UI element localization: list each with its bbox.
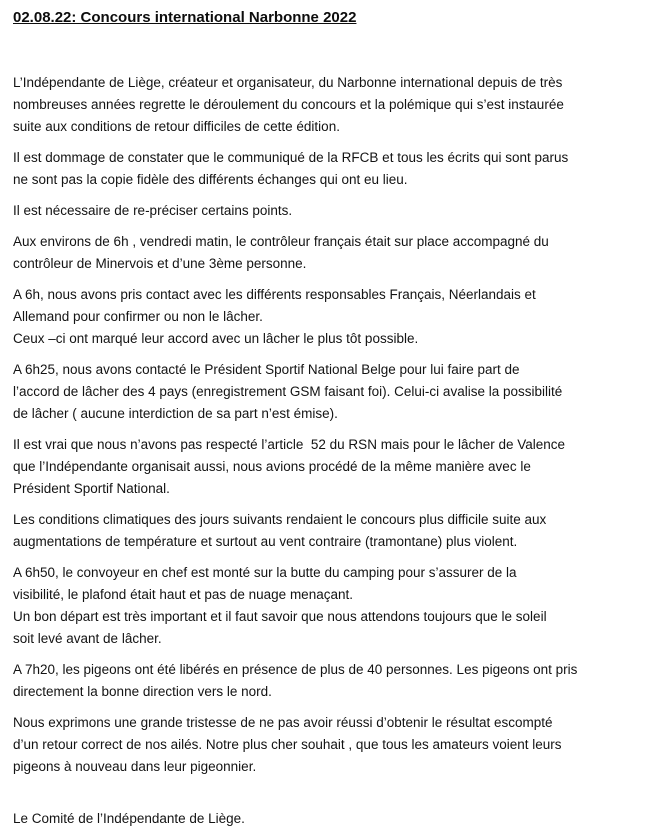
text-line: Il est vrai que nous n’avons pas respecté l’article 52 du RSN mais pour le lâcher de Valence [13,437,566,452]
text-line: que l’Indépendante organisait aussi, nous avions procédé de la même manière avec le [13,459,531,474]
text-line: L’Indépendante de Liège, créateur et organisateur, du Narbonne international depuis de très [13,75,563,90]
text-line: A 6h50, le convoyeur en chef est monté sur la butte du camping pour s’assurer de la [13,565,517,580]
text-line: soit levé avant de lâcher. [13,631,162,646]
text-line: Ceux –ci ont marqué leur accord avec un lâcher le plus tôt possible. [13,331,419,346]
paragraph [13,659,642,703]
text-line: suite aux conditions de retour difficiles de cette édition. [13,119,340,134]
text-line: A 6h, nous avons pris contact avec les différents responsables Français, Néerlandais et [13,287,536,302]
text-line: Nous exprimons une grande tristesse de ne pas avoir réussi d’obtenir le résultat escompté [13,715,553,730]
paragraph [13,231,642,275]
paragraph [13,562,642,650]
text-line: Il est dommage de constater que le communiqué de la RFCB et tous les écrits qui sont parus [13,150,569,165]
paragraph [13,284,642,350]
paragraph [13,72,642,138]
paragraph [13,712,642,778]
text-line: A 7h20, les pigeons ont été libérés en présence de plus de 40 personnes. Les pigeons ont pris [13,662,578,677]
text-line: Un bon départ est très important et il faut savoir que nous attendons toujours que le soleil [13,609,547,624]
text-line: Les conditions climatiques des jours suivants rendaient le concours plus difficile suite aux [13,512,547,527]
text-line: d’un retour correct de nos ailés. Notre plus cher souhait , que tous les amateurs voient leurs [13,737,562,752]
document-title: 02.08.22: Concours international Narbonne 2022 [13,9,357,26]
paragraph [13,147,642,191]
text-line: contrôleur de Minervois et d’une 3ème personne. [13,256,307,271]
text-line: Il est nécessaire de re-préciser certains points. [13,203,293,218]
text-line: visibilité, le plafond était haut et pas de nuage menaçant. [13,587,353,602]
text-line: A 6h25, nous avons contacté le Président Sportif National Belge pour lui faire part de [13,362,520,377]
text-line: de lâcher ( aucune interdiction de sa part n’est émise). [13,406,338,421]
text-line: l’accord de lâcher des 4 pays (enregistrement GSM faisant foi). Celui-ci avalise la possibilité [13,384,563,399]
text-line: pigeons à nouveau dans leur pigeonnier. [13,759,257,774]
paragraph [13,200,642,222]
closing-signature: Le Comité de l’Indépendante de Liège. [13,811,245,826]
text-line: Allemand pour confirmer ou non le lâcher. [13,309,263,324]
text-line: augmentations de température et surtout au vent contraire (tramontane) plus violent. [13,534,518,549]
paragraph [13,359,642,425]
paragraph [13,434,642,500]
text-line: ne sont pas la copie fidèle des différents échanges qui ont eu lieu. [13,172,408,187]
text-line: Aux environs de 6h , vendredi matin, le contrôleur français était sur place accompagné du [13,234,549,249]
text-line: Président Sportif National. [13,481,170,496]
paragraph [13,509,642,553]
text-line: directement la bonne direction vers le nord. [13,684,272,699]
text-line: nombreuses années regrette le déroulement du concours et la polémique qui s’est instaurée [13,97,564,112]
document-body [13,72,642,778]
